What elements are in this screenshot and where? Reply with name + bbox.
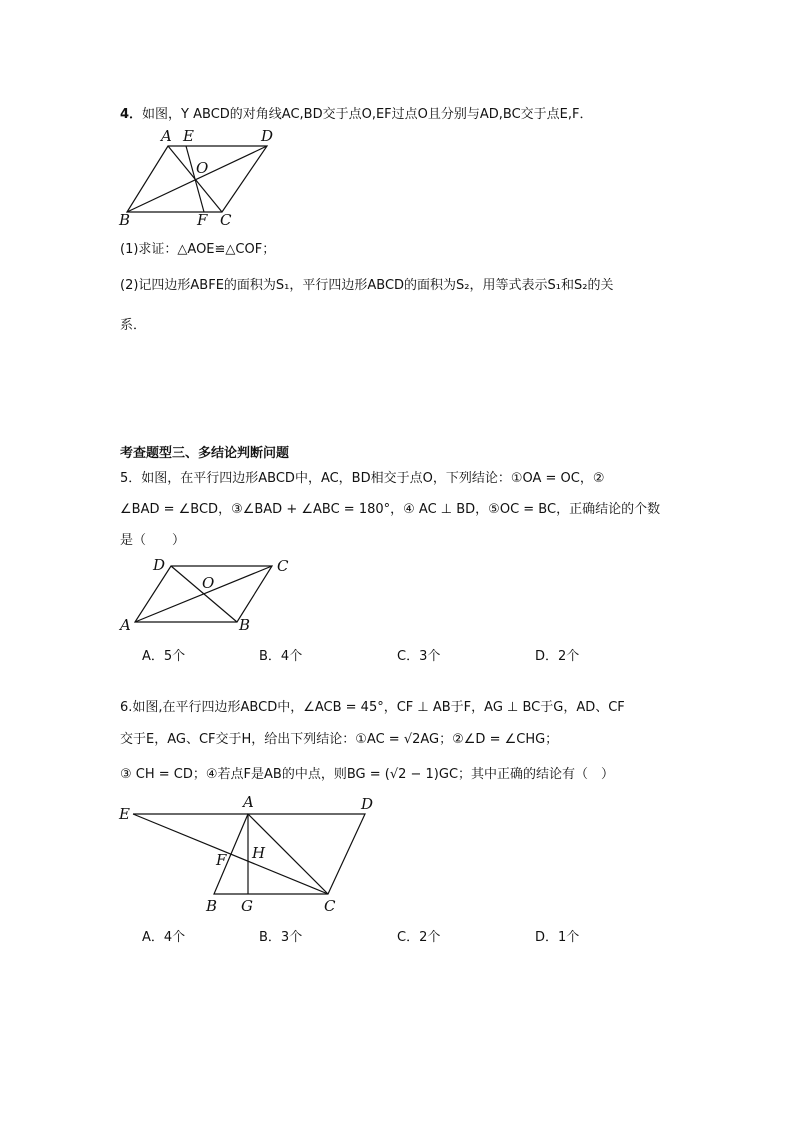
q6-option-d[interactable]: D．1个	[535, 930, 580, 945]
q4-label-B: B	[119, 211, 131, 229]
q5-option-c[interactable]: C．3个	[397, 649, 441, 664]
q6-label-D: D	[361, 795, 374, 813]
q6-label-A: A	[243, 793, 254, 811]
section-title: 考查题型三、多结论判断问题	[120, 446, 290, 461]
q4-label-O: O	[196, 159, 209, 177]
q4-label-D: D	[261, 127, 274, 145]
q6-option-b[interactable]: B．3个	[259, 930, 303, 945]
q6-option-c[interactable]: C．2个	[397, 930, 441, 945]
q5-label-D: D	[153, 556, 166, 574]
q6-label-E: E	[119, 805, 130, 823]
q6-label-B: B	[206, 897, 218, 915]
q5-stem-line1: 5．如图，在平行四边形ABCD中，AC，BD相交于点O，下列结论：①OA = OC，②	[120, 471, 605, 486]
q6-stem-line2: 交于E，AG、CF交于H，给出下列结论：①AC = √2AG；②∠D = ∠CHG；	[120, 732, 559, 747]
q4-figure	[110, 125, 290, 230]
q4-part2-line2: 系．	[120, 318, 147, 333]
q4-label-F: F	[197, 211, 208, 229]
q5-label-O: O	[202, 574, 215, 592]
q4-label-C: C	[220, 211, 232, 229]
q5-label-C: C	[277, 557, 289, 575]
q5-label-A: A	[120, 616, 131, 634]
q6-label-H: H	[252, 844, 266, 862]
q6-figure	[115, 792, 380, 917]
q5-label-B: B	[239, 616, 251, 634]
q6-label-G: G	[241, 897, 253, 915]
q6-label-F: F	[216, 851, 227, 869]
q4-label-A: A	[161, 127, 172, 145]
q4-label-E: E	[183, 127, 194, 145]
q5-figure	[115, 553, 300, 638]
q4-part1: (1)求证：△AOE≌△COF；	[120, 242, 276, 257]
q4-stem: 4．如图，Y ABCD的对角线AC,BD交于点O,EF过点O且分别与AD,BC交于点E,F．	[120, 107, 593, 122]
q5-option-a[interactable]: A．5个	[142, 649, 186, 664]
q4-part2-line1: (2)记四边形ABFE的面积为S₁，平行四边形ABCD的面积为S₂，用等式表示S₁和S₂的关	[120, 278, 614, 293]
q5-option-b[interactable]: B．4个	[259, 649, 303, 664]
q6-stem-line3: ③ CH = CD；④若点F是AB的中点，则BG = (√2 − 1)GC；其中正确的结论有（ ）	[120, 767, 615, 782]
q5-stem-line2: ∠BAD = ∠BCD，③∠BAD + ∠ABC = 180°，④ AC ⊥ BD，⑤OC = BC，正确结论的个数	[120, 502, 661, 517]
q5-stem-line3: 是（ ）	[120, 533, 186, 548]
q6-option-a[interactable]: A．4个	[142, 930, 186, 945]
q6-stem-line1: 6.如图,在平行四边形ABCD中，∠ACB = 45°，CF ⊥ AB于F，AG ⊥ BC于G，AD、CF	[120, 700, 625, 715]
q6-label-C: C	[324, 897, 336, 915]
q5-option-d[interactable]: D．2个	[535, 649, 580, 664]
